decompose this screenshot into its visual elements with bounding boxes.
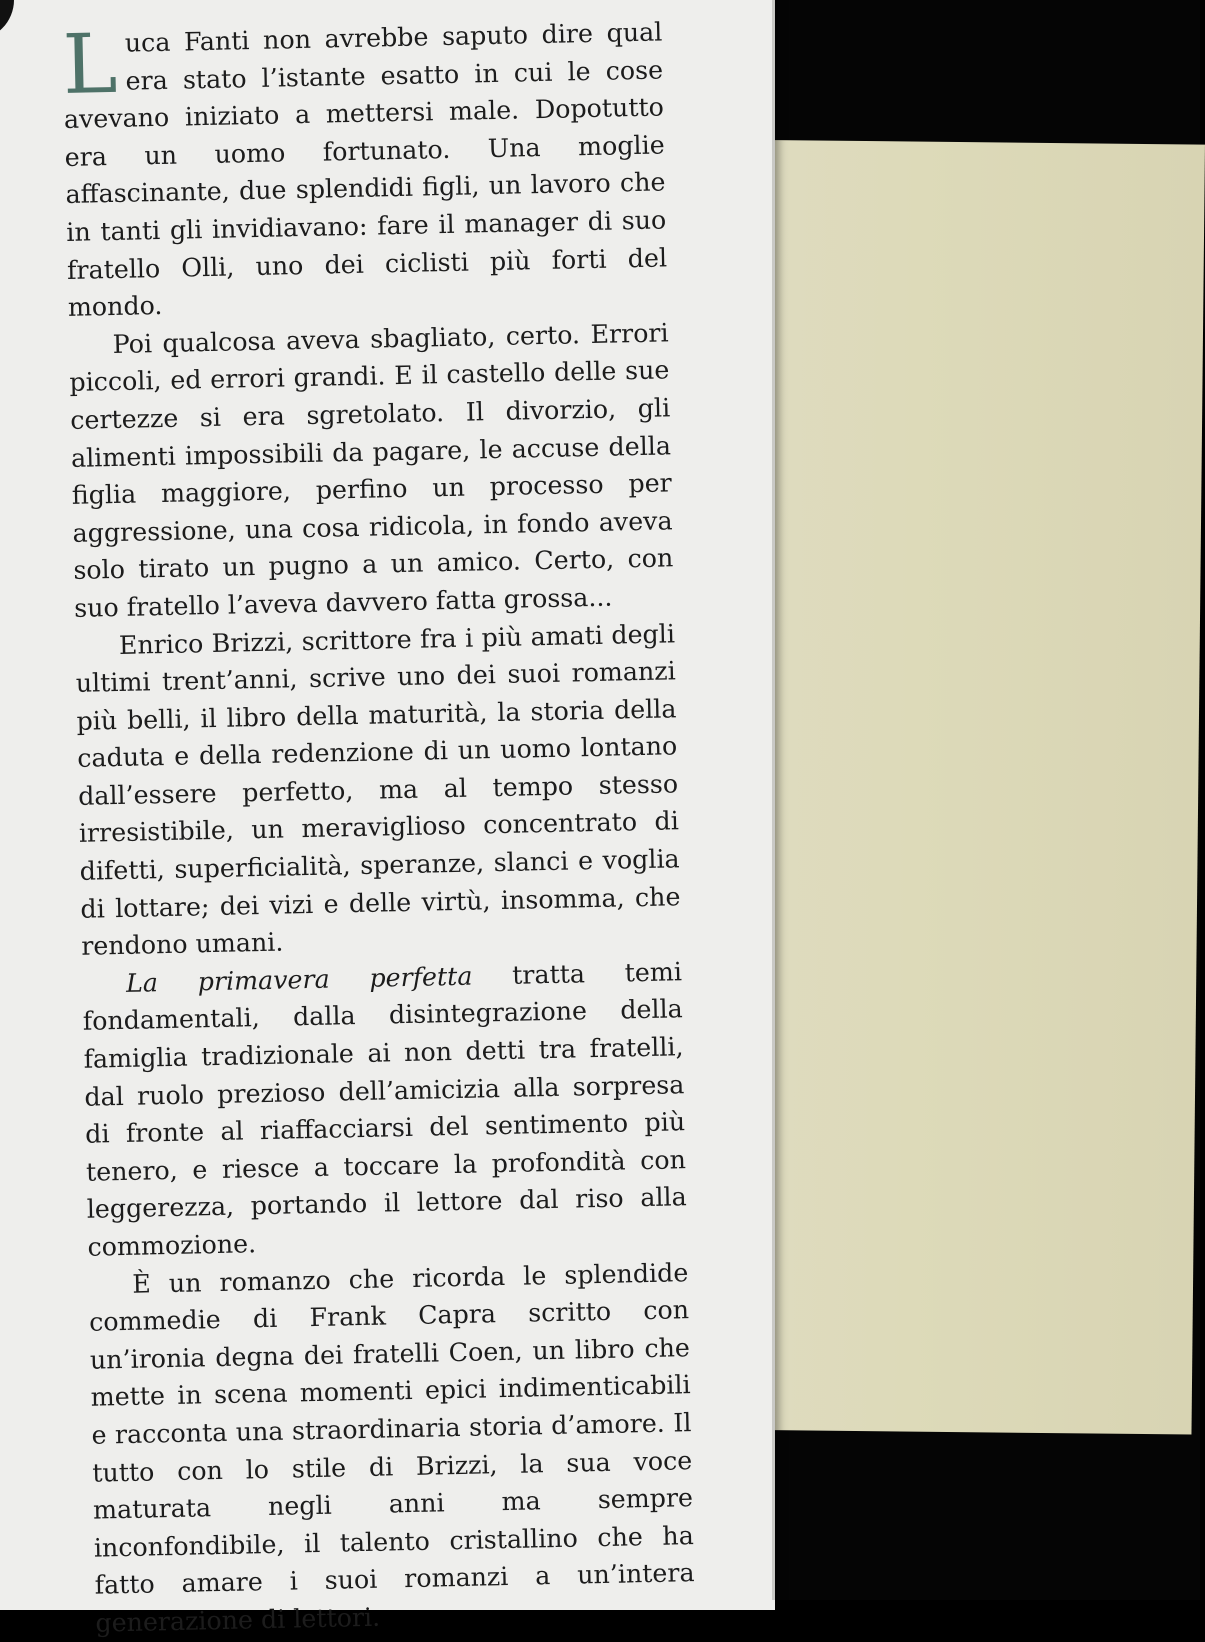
paragraph-4 [82,953,688,1266]
paragraph-1-text: uca Fanti non avrebbe saputo dire qual era stato l’istante esatto in cui le cose avevano iniziato a mettersi male. Dopotutto era un uomo fortunato. Una moglie affascinante, due splendidi figli, un lavoro che in tanti gli invidiavano: fare il manager di suo fratello Olli, uno dei ciclisti più forti del mondo. [63,17,668,323]
paragraph-4-text: tratta temi fondamentali, dalla disintegrazione della famiglia tradizionale ai non detti tra fratelli, dal ruolo prezioso dell’amicizia alla sorpresa di fronte al riaffacciarsi del sentimento più tenero, e riesce a toccare la profondità con leggerezza, portando il lettore dal riso alla commozione. [82,957,687,1262]
blank-endpaper [751,140,1204,1435]
page-edge [772,0,775,1600]
blurb-text [62,13,696,1642]
drop-cap: L [61,16,119,113]
book-title: La primavera perfetta [125,961,473,998]
paragraph-1 [62,13,668,326]
paragraph-5: È un romanzo che ricorda le splendide commedie di Frank Capra scritto con un’ironia degna dei fratelli Coen, un libro che mette in scena momenti epici indimenticabili e racconta una straordinaria storia d’amore. Il tutto con lo stile di Brizzi, la sua voce maturata negli anni ma sempre inconfondibile, il talento cristallino che ha fatto amare i suoi romanzi a un’intera generazione di lettori. [88,1257,695,1638]
paragraph-2: Poi qualcosa aveva sbagliato, certo. Errori piccoli, ed errori grandi. E il castello delle sue certezze si era sgretolato. Il divorzio, gli alimenti impossibili da pagare, le accuse della figlia maggiore, perfino un processo per aggressione, una cosa ridicola, in fondo aveva solo tirato un pugno a un amico. Certo, con suo fratello l’aveva davvero fatta grossa... [69,318,674,623]
paragraph-3: Enrico Brizzi, scrittore fra i più amati degli ultimi trent’anni, scrive uno dei suoi romanzi più belli, il libro della maturità, la storia della caduta e della redenzione di un uomo lontano dall’essere perfetto, ma al tempo stesso irresistibile, un meraviglioso concentrato di difetti, superficialità, speranze, slanci e voglia di lottare; dei vizi e delle virtù, insomma, che rendono umani. [75,618,681,962]
